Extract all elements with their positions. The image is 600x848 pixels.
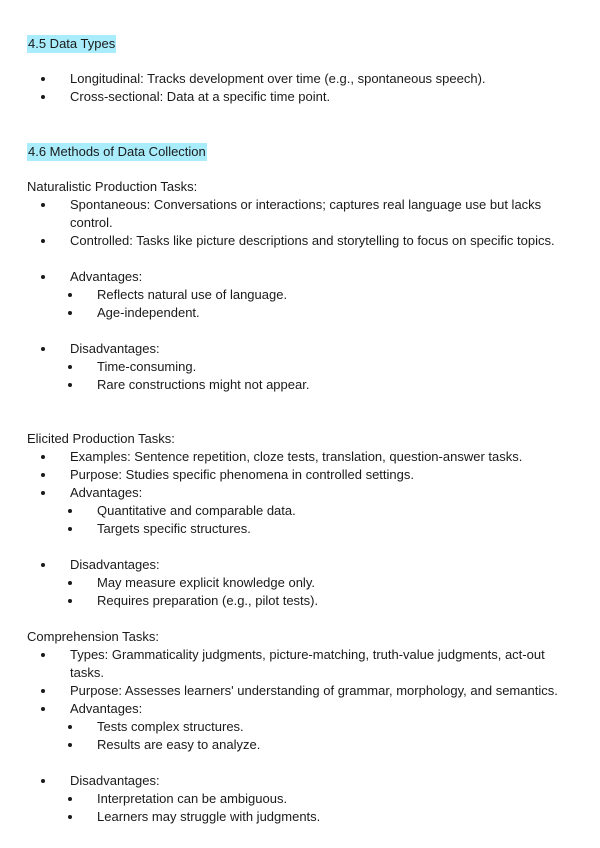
bullet	[41, 563, 45, 567]
list-item: Disadvantages:	[70, 557, 160, 572]
bullet	[41, 707, 45, 711]
bullet	[68, 581, 72, 585]
list-item: Advantages:	[70, 269, 143, 284]
list-item: Requires preparation (e.g., pilot tests).	[97, 593, 319, 608]
list-item: Disadvantages:	[70, 773, 160, 788]
subheading-elicited: Elicited Production Tasks:	[27, 431, 175, 446]
bullet	[68, 509, 72, 513]
bullet	[41, 347, 45, 351]
list-item: Cross-sectional: Data at a specific time point.	[70, 89, 331, 104]
bullet	[41, 95, 45, 99]
bullet	[41, 77, 45, 81]
list-item: Purpose: Studies specific phenomena in controlled settings.	[70, 467, 414, 482]
list-item: Time-consuming.	[97, 359, 197, 374]
bullet	[41, 473, 45, 477]
bullet	[68, 527, 72, 531]
bullet	[41, 779, 45, 783]
bullet	[68, 797, 72, 801]
subheading-comprehension: Comprehension Tasks:	[27, 629, 159, 644]
list-item: Rare constructions might not appear.	[97, 377, 310, 392]
bullet	[41, 491, 45, 495]
bullet	[41, 653, 45, 657]
list-item: Age-independent.	[97, 305, 200, 320]
bullet	[68, 311, 72, 315]
bullet	[41, 455, 45, 459]
bullet	[68, 815, 72, 819]
bullet	[68, 383, 72, 387]
bullet	[68, 599, 72, 603]
list-item: Advantages:	[70, 485, 143, 500]
list-item: Interpretation can be ambiguous.	[97, 791, 288, 806]
list-item: Advantages:	[70, 701, 143, 716]
bullet	[41, 203, 45, 207]
list-item: Longitudinal: Tracks development over time (e.g., spontaneous speech).	[70, 71, 486, 86]
list-item: Examples: Sentence repetition, cloze tests, translation, question-answer tasks.	[70, 449, 523, 464]
bullet	[41, 239, 45, 243]
bullet	[41, 275, 45, 279]
bullet	[41, 689, 45, 693]
list-item: Tests complex structures.	[97, 719, 244, 734]
list-item: May measure explicit knowledge only.	[97, 575, 315, 590]
list-item: Disadvantages:	[70, 341, 160, 356]
list-item: Learners may struggle with judgments.	[97, 809, 321, 824]
list-item: Reflects natural use of language.	[97, 287, 288, 302]
list-item: Purpose: Assesses learners' understanding of grammar, morphology, and semantics.	[70, 683, 558, 698]
list-item: Results are easy to analyze.	[97, 737, 261, 752]
bullet	[68, 725, 72, 729]
bullet	[68, 293, 72, 297]
list-item: Targets specific structures.	[97, 521, 251, 536]
section-heading-data-types: 4.5 Data Types	[28, 36, 116, 51]
section-heading-methods: 4.6 Methods of Data Collection	[28, 144, 206, 159]
subheading-naturalistic: Naturalistic Production Tasks:	[27, 179, 198, 194]
list-item: Quantitative and comparable data.	[97, 503, 296, 518]
list-item: Spontaneous: Conversations or interactions; captures real language use but lacks control.	[70, 197, 542, 230]
list-item: Types: Grammaticality judgments, picture-matching, truth-value judgments, act-out tasks.	[70, 647, 545, 680]
bullet	[68, 743, 72, 747]
list-item: Controlled: Tasks like picture descriptions and storytelling to focus on specific topics.	[70, 233, 555, 248]
bullet	[68, 365, 72, 369]
